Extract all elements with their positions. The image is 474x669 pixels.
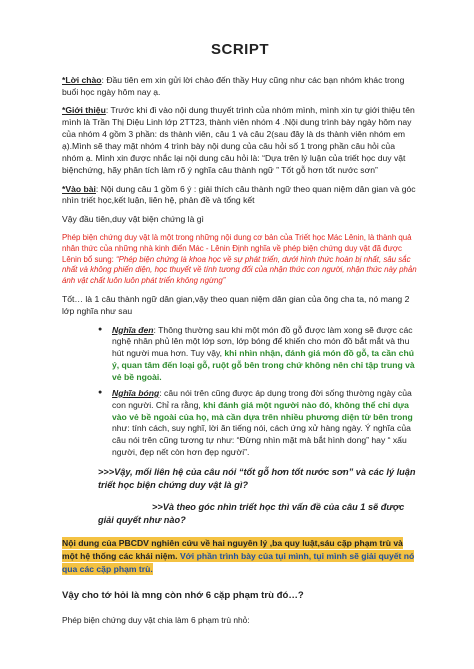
meaning-list	[98, 325, 418, 459]
opening-paragraph	[62, 184, 418, 208]
question-what-is-dialectic: Vậy đầu tiên,duy vật biện chứng là gì	[62, 214, 204, 225]
literal-meaning-label: Nghĩa đen	[112, 324, 154, 335]
literal-meaning-highlight: khi nhìn nhận, đánh giá món đồ gỗ, ta cần chú ý, quan tâm đến loại gỗ, ruột gỗ bên trong chứ không nên chỉ tập trung và vẻ bề ngoài.	[112, 348, 415, 383]
question-solution	[98, 501, 418, 526]
figurative-meaning-text-1: : câu nói trên cũng được áp dụng trong đời sống thường ngày của con người. Chỉ ra rằng,	[112, 387, 412, 410]
idiom-meaning-intro: Tốt… là 1 câu thành ngữ dân gian,vậy theo quan niệm dân gian của ông cha ta, nó mang 2 lớp nghĩa như sau	[62, 293, 410, 316]
figurative-meaning-highlight: khi đánh giá một người nào đó, không thể chỉ dựa vào vẻ bề ngoài của họ, mà cần dựa trên nhiều phương diện từ bên trong	[112, 399, 413, 422]
greeting-paragraph	[62, 75, 418, 99]
introduction-paragraph	[62, 105, 418, 176]
figurative-meaning-label: Nghĩa bóng	[112, 387, 160, 398]
introduction-text: : Trước khi đi vào nội dung thuyết trình của nhóm mình, mình xin tự giới thiệu tên mình là Trần Thị Diệu Linh lớp 2TT23, thành viên nhóm 4 .Nội dung trình bày ngày hôm nay của nhóm 4 gồm 3 phần: ds thành viên, câu 1 và câu 2(sau đây là ds thành viên nhóm em ạ).Mình sẽ thay mặt nhóm 4 trình bày nội dung của câu hỏi số 1 trong phần câu hỏi của nhóm ạ. Mình xin được nhắc lại nội dung câu hỏi là: “Dựa trên lý luận của triết học duy vật biệnchứng, hãy phân tích làm rõ ý nghĩa câu thành ngữ ” Tốt gỗ hơn tốt nước sơn”	[62, 105, 415, 175]
highlight-text	[62, 537, 414, 575]
list-item-literal-meaning	[98, 325, 418, 384]
literal-meaning-text: : Thông thường sau khi một món đồ gỗ được làm xong sẽ được các nghệ nhân phủ lên một lớp sơn, lớp bóng để khiến cho món đồ bắt mắt và thu hút người mua hơn. Tuy vậy,	[112, 324, 413, 359]
definition-paragraph	[62, 233, 418, 287]
opening-label: *Vào bài	[62, 183, 96, 194]
six-categories-question: Vậy cho tớ hỏi là mng còn nhớ 6 cặp phạm trù đó…?	[62, 590, 304, 602]
question-solution-text: >>Và theo góc nhìn triết học thì vấn đề của câu 1 sẽ được giải quyết như nào?	[98, 502, 405, 526]
definition-text: Phép biện chứng duy vật là một trong những nội dung cơ bản của Triết học Mác Lênin, là thành quả nhân thức của những nhà kinh điển Mác - Lênin Định nghĩa về phép biện chứng duy vật đã được Lênin bổ sung:	[62, 233, 412, 264]
six-categories-intro: Phép biện chứng duy vật chia làm 6 phạm trù nhỏ:	[62, 614, 250, 625]
introduction-label: *Giới thiệu	[62, 105, 106, 116]
opening-text: : Nội dung câu 1 gồm 6 ý : giải thích câu thành ngữ theo quan niệm dân gian và góc nhìn triết học,kết luận, liên hệ, phản đề và tổng kết	[62, 183, 416, 206]
highlight-text-main: Nội dung của PBCDV nghiên cứu về hai nguyên lý ,ba quy luật,sáu cặp phạm trù và một hệ thống các khái niệm.	[62, 537, 403, 561]
figurative-meaning-text-2: như: tính cách, suy nghĩ, lời ăn tiếng nói, cách ứng xử hàng ngày. Ý nghĩa của câu nói trên cũng tương tự như: “Đừng nhìn mặt mà bắt hình dong” hay “ xấu người, đẹp nết còn hơn đẹp người”.	[112, 423, 411, 458]
greeting-label: *Lời chào	[62, 74, 102, 85]
list-item-figurative-meaning	[98, 388, 418, 459]
greeting-text: : Đầu tiên em xin gửi lời chào đến thầy Huy cũng như các bạn nhóm khác trong buổi học ngày hôm nay ạ.	[62, 74, 405, 97]
document-title: SCRIPT	[210, 41, 269, 58]
highlighted-paragraph	[62, 537, 418, 576]
definition-quote: “Phép biện chứng là khoa học về sự phát triển, dưới hình thức hoàn bị nhất, sâu sắc nhất và không phiến diện, học thuyết về tính tương đối của nhận thức con người, nhận thức này phản ánh vật chất luôn luôn phát triển không ngừng”	[62, 254, 417, 286]
highlight-text-blue: Với phần trình bày của tụi mình, tụi mình sẽ giải quyết nó qua các cặp phạm trù.	[62, 550, 415, 574]
question-relation: >>>Vậy, mối liên hệ của câu nói “tốt gỗ hơn tốt nước sơn” và các lý luận triết học biện chứng duy vật là gì?	[98, 467, 416, 490]
